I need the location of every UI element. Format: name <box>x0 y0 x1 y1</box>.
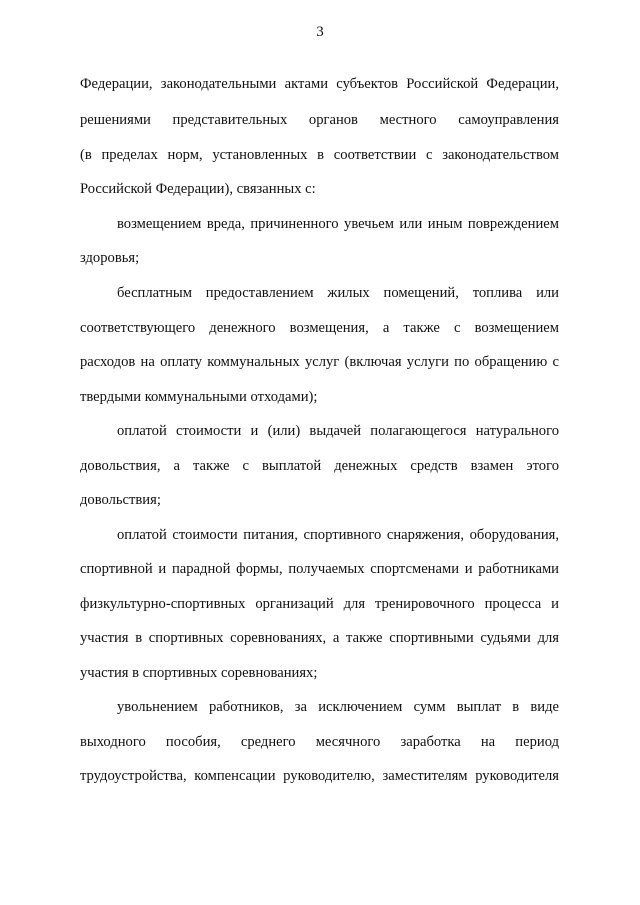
text-line: выходного пособия, среднего месячного заработка на период <box>80 734 559 750</box>
text-line: здоровья; <box>80 250 140 266</box>
text-line: твердыми коммунальными отходами); <box>80 389 318 405</box>
text-line: участия в спортивных соревнованиях; <box>80 665 318 681</box>
text-line: оплатой стоимости питания, спортивного снаряжения, оборудования, <box>117 527 559 543</box>
text-line: участия в спортивных соревнованиях, а также спортивными судьями для <box>80 630 559 646</box>
text-line: довольствия, а также с выплатой денежных средств взамен этого <box>80 458 559 474</box>
text-line: возмещением вреда, причиненного увечьем или иным повреждением <box>117 216 559 232</box>
text-line: бесплатным предоставлением жилых помещений, топлива или <box>117 285 559 301</box>
text-line: (в пределах норм, установленных в соответствии с законодательством <box>80 147 559 163</box>
page-number: 3 <box>316 24 324 40</box>
text-line: Российской Федерации), связанных с: <box>80 181 316 197</box>
text-line: физкультурно-спортивных организаций для тренировочного процесса и <box>80 596 559 612</box>
text-line: Федерации, законодательными актами субъектов Российской Федерации, <box>80 76 559 92</box>
text-line: решениями представительных органов местного самоуправления <box>80 112 559 128</box>
text-line: довольствия; <box>80 492 161 508</box>
text-line: спортивной и парадной формы, получаемых спортсменами и работниками <box>80 561 559 577</box>
text-line: оплатой стоимости и (или) выдачей полагающегося натурального <box>117 423 559 439</box>
text-line: расходов на оплату коммунальных услуг (включая услуги по обращению с <box>80 354 559 370</box>
text-line: трудоустройства, компенсации руководителю, заместителям руководителя <box>80 768 559 784</box>
text-line: увольнением работников, за исключением сумм выплат в виде <box>117 699 559 715</box>
text-line: соответствующего денежного возмещения, а также с возмещением <box>80 320 559 336</box>
